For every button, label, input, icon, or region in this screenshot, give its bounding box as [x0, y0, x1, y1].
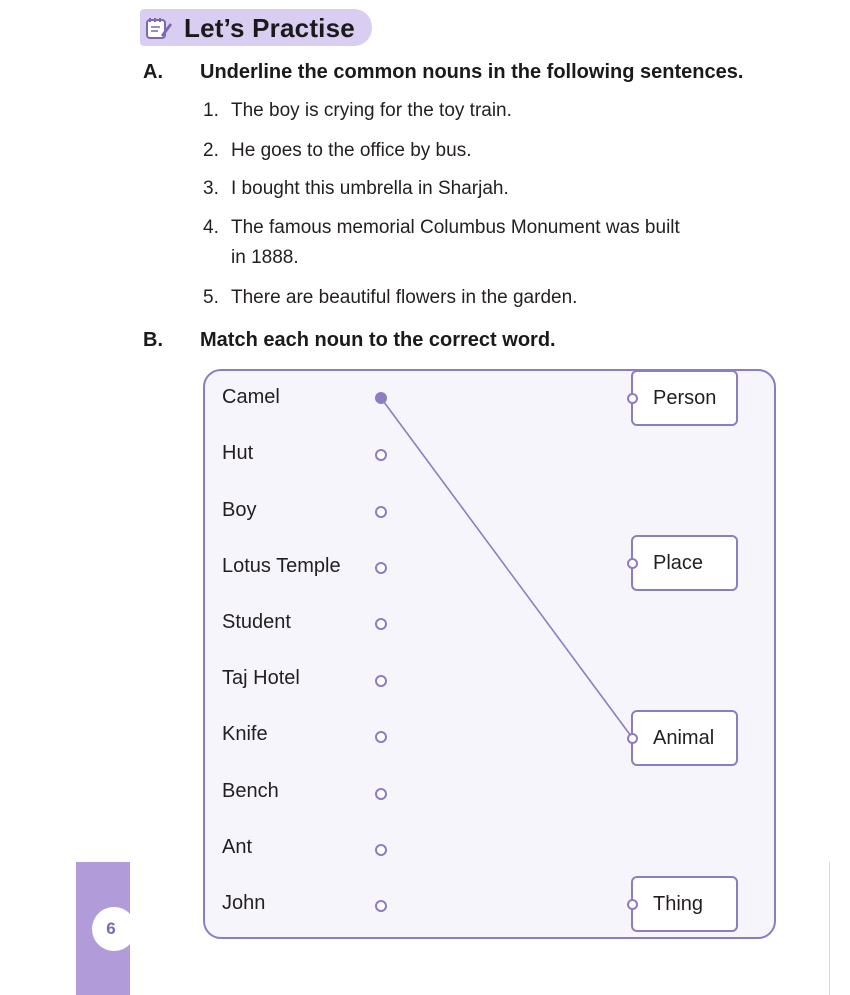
noun-knife: Knife	[222, 723, 268, 745]
connector-dot-lotus-temple[interactable]	[375, 562, 387, 574]
noun-hut: Hut	[222, 442, 254, 464]
category-label: Thing	[653, 892, 704, 915]
section-a-instruction: Underline the common nouns in the following sentences.	[200, 61, 744, 83]
matching-exercise-box	[203, 369, 776, 939]
page-number-badge	[92, 907, 136, 951]
noun-ant: Ant	[222, 836, 253, 858]
question-text: I bought this umbrella in Sharjah.	[231, 178, 509, 199]
connector-dot-ant[interactable]	[375, 844, 387, 856]
connector-dot-person[interactable]	[627, 393, 638, 404]
connector-dot-animal[interactable]	[627, 733, 638, 744]
question-text: The famous memorial Columbus Monument was built	[231, 217, 680, 238]
question-2	[203, 140, 471, 162]
noun-john: John	[222, 892, 266, 914]
noun-taj-hotel: Taj Hotel	[222, 667, 300, 689]
category-label: Person	[653, 386, 717, 409]
page-title: Let’s Practise	[184, 13, 355, 43]
lets-practise-banner	[140, 9, 372, 46]
connector-dot-bench[interactable]	[375, 788, 387, 800]
page-number: 6	[106, 919, 116, 938]
question-text: The boy is crying for the toy train.	[231, 100, 512, 121]
connector-dot-camel[interactable]	[375, 392, 387, 404]
section-b-instruction: Match each noun to the correct word.	[200, 329, 556, 351]
notepad-pencil-icon	[144, 15, 174, 41]
question-4-continuation: in 1888.	[231, 247, 299, 268]
connector-dot-student[interactable]	[375, 618, 387, 630]
connector-dot-place[interactable]	[627, 558, 638, 569]
question-4	[203, 217, 680, 239]
question-5	[203, 287, 577, 309]
connector-dot-knife[interactable]	[375, 731, 387, 743]
connector-dot-hut[interactable]	[375, 449, 387, 461]
connector-dot-thing[interactable]	[627, 899, 638, 910]
question-number: 1.	[203, 100, 219, 121]
question-number: 3.	[203, 178, 219, 199]
noun-lotus-temple: Lotus Temple	[222, 555, 341, 577]
section-a-letter: A.	[143, 61, 163, 83]
question-number: 4.	[203, 217, 219, 238]
noun-boy: Boy	[222, 499, 257, 521]
question-1	[203, 100, 512, 122]
category-thing[interactable]	[631, 876, 738, 932]
question-3	[203, 178, 509, 200]
category-place[interactable]	[631, 535, 738, 591]
noun-bench: Bench	[222, 780, 279, 802]
noun-student: Student	[222, 611, 291, 633]
connector-dot-taj-hotel[interactable]	[375, 675, 387, 687]
page-edge-divider	[829, 862, 830, 995]
section-b-letter: B.	[143, 329, 163, 351]
category-person[interactable]	[631, 370, 738, 426]
noun-camel: Camel	[222, 386, 280, 408]
question-number: 2.	[203, 140, 219, 161]
connector-dot-john[interactable]	[375, 900, 387, 912]
connector-dot-boy[interactable]	[375, 506, 387, 518]
category-label: Place	[653, 551, 704, 574]
category-label: Animal	[653, 726, 715, 749]
question-text: There are beautiful flowers in the garden.	[231, 287, 578, 308]
question-text: He goes to the office by bus.	[231, 140, 472, 161]
question-number: 5.	[203, 287, 219, 308]
category-animal[interactable]	[631, 710, 738, 766]
